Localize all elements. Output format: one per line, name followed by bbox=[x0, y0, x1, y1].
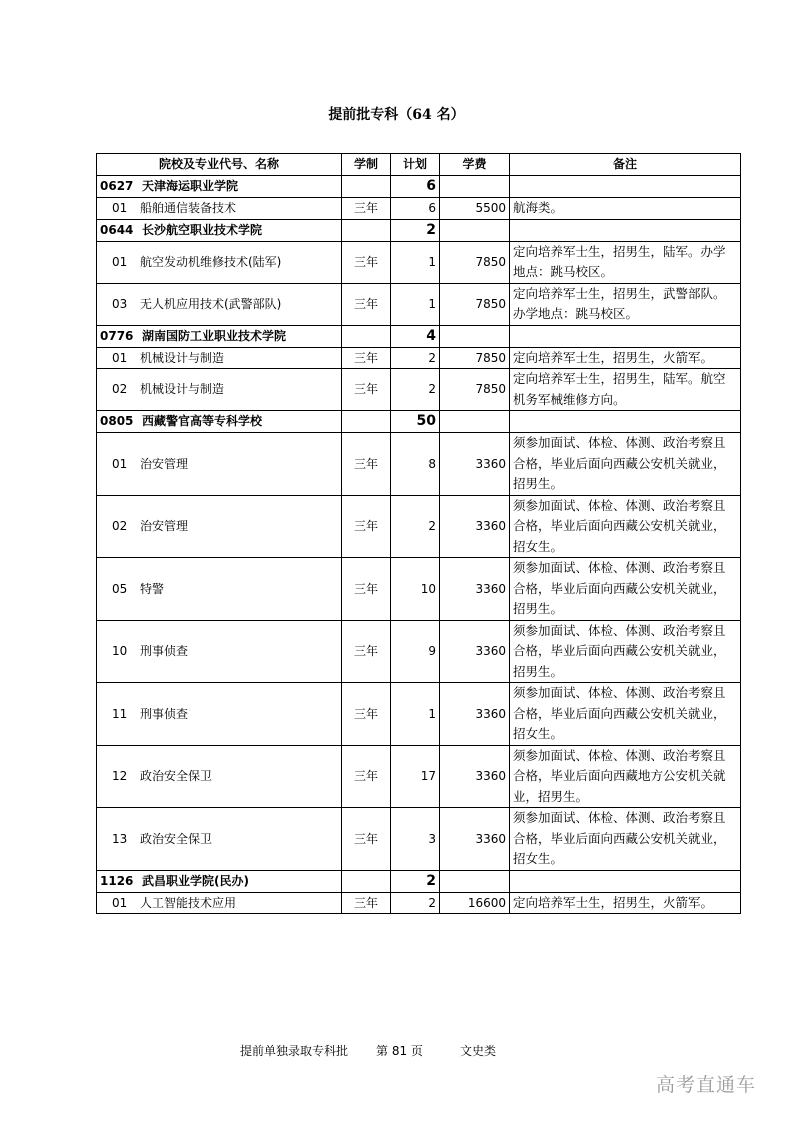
major-fee: 3360 bbox=[440, 433, 510, 496]
major-code: 02 bbox=[112, 519, 128, 533]
major-name: 人工智能技术应用 bbox=[140, 895, 237, 910]
major-plan: 10 bbox=[391, 558, 440, 621]
major-xuezhi: 三年 bbox=[342, 745, 391, 808]
major-xuezhi: 三年 bbox=[342, 892, 391, 914]
school-name-cell bbox=[97, 219, 342, 241]
major-fee: 7850 bbox=[440, 241, 510, 283]
major-name-cell bbox=[97, 241, 342, 283]
major-row bbox=[97, 745, 741, 808]
school-xuezhi bbox=[342, 870, 391, 892]
major-row bbox=[97, 495, 741, 558]
major-name-cell bbox=[97, 495, 342, 558]
school-xuezhi bbox=[342, 325, 391, 347]
major-xuezhi: 三年 bbox=[342, 683, 391, 746]
major-code: 05 bbox=[112, 581, 128, 596]
major-fee: 3360 bbox=[440, 808, 510, 871]
major-note: 须参加面试、体检、体测、政治考察且合格，毕业后面向西藏公安机关就业，招男生。 bbox=[510, 620, 741, 683]
major-name: 无人机应用技术(武警部队) bbox=[140, 296, 282, 311]
school-name-cell bbox=[97, 176, 342, 198]
major-name-cell bbox=[97, 558, 342, 621]
major-plan: 1 bbox=[391, 683, 440, 746]
major-note: 须参加面试、体检、体测、政治考察且合格，毕业后面向西藏地方公安机关就业，招男生。 bbox=[510, 745, 741, 808]
major-fee: 3360 bbox=[440, 745, 510, 808]
major-code: 12 bbox=[112, 769, 128, 783]
major-xuezhi: 三年 bbox=[342, 347, 391, 369]
header-xuezhi: 学制 bbox=[342, 154, 391, 176]
major-xuezhi: 三年 bbox=[342, 241, 391, 283]
school-xuezhi bbox=[342, 219, 391, 241]
school-fee bbox=[440, 176, 510, 198]
major-code: 11 bbox=[112, 706, 128, 721]
major-row bbox=[97, 283, 741, 325]
major-note: 定向培养军士生，招男生，火箭军。 bbox=[510, 347, 741, 369]
major-fee: 7850 bbox=[440, 347, 510, 369]
footer-batch: 提前单独录取专科批 bbox=[240, 1044, 349, 1058]
school-row bbox=[97, 411, 741, 433]
major-note: 航海类。 bbox=[510, 198, 741, 220]
major-xuezhi: 三年 bbox=[342, 433, 391, 496]
major-name: 刑事侦查 bbox=[140, 644, 189, 658]
major-code: 03 bbox=[112, 296, 128, 311]
major-note: 须参加面试、体检、体测、政治考察且合格，毕业后面向西藏公安机关就业，招男生。 bbox=[510, 558, 741, 621]
major-name-cell bbox=[97, 892, 342, 914]
major-code: 01 bbox=[112, 350, 128, 365]
major-row bbox=[97, 808, 741, 871]
major-row bbox=[97, 620, 741, 683]
table-body bbox=[97, 176, 741, 914]
major-fee: 7850 bbox=[440, 369, 510, 411]
footer-category: 文史类 bbox=[460, 1044, 497, 1058]
major-row bbox=[97, 369, 741, 411]
major-name: 治安管理 bbox=[140, 519, 189, 533]
major-row bbox=[97, 892, 741, 914]
major-plan: 17 bbox=[391, 745, 440, 808]
major-row bbox=[97, 683, 741, 746]
school-code: 0644 bbox=[100, 222, 134, 237]
major-code: 10 bbox=[112, 644, 128, 658]
major-name: 航空发动机维修技术(陆军) bbox=[140, 254, 282, 269]
major-code: 01 bbox=[112, 201, 128, 215]
major-fee: 3360 bbox=[440, 558, 510, 621]
school-plan: 2 bbox=[391, 870, 440, 892]
school-plan: 6 bbox=[391, 176, 440, 198]
major-fee: 3360 bbox=[440, 495, 510, 558]
major-fee: 16600 bbox=[440, 892, 510, 914]
major-name: 机械设计与制造 bbox=[140, 350, 225, 365]
major-xuezhi: 三年 bbox=[342, 198, 391, 220]
major-note: 定向培养军士生，招男生，火箭军。 bbox=[510, 892, 741, 914]
admission-table bbox=[96, 153, 741, 914]
school-note bbox=[510, 219, 741, 241]
major-note: 定向培养军士生，招男生，陆军。航空机务军械维修方向。 bbox=[510, 369, 741, 411]
major-fee: 5500 bbox=[440, 198, 510, 220]
school-code: 1126 bbox=[100, 873, 134, 888]
major-plan: 2 bbox=[391, 347, 440, 369]
school-name: 湖南国防工业职业技术学院 bbox=[142, 328, 287, 343]
page-footer bbox=[240, 1042, 496, 1059]
major-plan: 8 bbox=[391, 433, 440, 496]
major-name: 机械设计与制造 bbox=[140, 382, 225, 397]
page-title: 提前批专科（64 名） bbox=[328, 107, 465, 123]
major-name: 治安管理 bbox=[140, 456, 189, 471]
major-xuezhi: 三年 bbox=[342, 620, 391, 683]
major-name-cell bbox=[97, 745, 342, 808]
school-note bbox=[510, 870, 741, 892]
school-fee bbox=[440, 411, 510, 433]
school-plan: 4 bbox=[391, 325, 440, 347]
major-fee: 3360 bbox=[440, 683, 510, 746]
major-row bbox=[97, 558, 741, 621]
school-fee bbox=[440, 870, 510, 892]
major-name-cell bbox=[97, 808, 342, 871]
major-row bbox=[97, 347, 741, 369]
school-name-cell bbox=[97, 870, 342, 892]
major-xuezhi: 三年 bbox=[342, 808, 391, 871]
major-plan: 1 bbox=[391, 283, 440, 325]
major-xuezhi: 三年 bbox=[342, 369, 391, 411]
major-name-cell bbox=[97, 198, 342, 220]
major-name: 船舶通信装备技术 bbox=[140, 201, 237, 215]
school-fee bbox=[440, 325, 510, 347]
major-name: 特警 bbox=[140, 581, 165, 596]
major-name-cell bbox=[97, 433, 342, 496]
major-plan: 9 bbox=[391, 620, 440, 683]
school-fee bbox=[440, 219, 510, 241]
school-name-cell bbox=[97, 325, 342, 347]
major-code: 02 bbox=[112, 382, 128, 397]
school-plan: 50 bbox=[391, 411, 440, 433]
school-code: 0805 bbox=[100, 414, 134, 429]
school-row bbox=[97, 219, 741, 241]
major-plan: 6 bbox=[391, 198, 440, 220]
major-row bbox=[97, 198, 741, 220]
major-fee: 7850 bbox=[440, 283, 510, 325]
school-name-cell bbox=[97, 411, 342, 433]
major-name: 政治安全保卫 bbox=[140, 831, 213, 846]
major-code: 01 bbox=[112, 456, 128, 471]
major-plan: 2 bbox=[391, 495, 440, 558]
major-row bbox=[97, 433, 741, 496]
major-row bbox=[97, 241, 741, 283]
header-fee: 学费 bbox=[440, 154, 510, 176]
major-code: 01 bbox=[112, 895, 128, 910]
school-xuezhi bbox=[342, 176, 391, 198]
table-header-row bbox=[97, 154, 741, 176]
school-note bbox=[510, 176, 741, 198]
header-note: 备注 bbox=[510, 154, 741, 176]
school-name: 西藏警官高等专科学校 bbox=[142, 414, 263, 429]
school-code: 0776 bbox=[100, 328, 134, 343]
major-plan: 1 bbox=[391, 241, 440, 283]
major-note: 须参加面试、体检、体测、政治考察且合格，毕业后面向西藏公安机关就业，招女生。 bbox=[510, 495, 741, 558]
major-xuezhi: 三年 bbox=[342, 283, 391, 325]
major-name: 政治安全保卫 bbox=[140, 769, 213, 783]
school-row bbox=[97, 870, 741, 892]
major-note: 须参加面试、体检、体测、政治考察且合格，毕业后面向西藏公安机关就业，招女生。 bbox=[510, 683, 741, 746]
major-plan: 2 bbox=[391, 892, 440, 914]
school-plan: 2 bbox=[391, 219, 440, 241]
school-name: 武昌职业学院(民办) bbox=[142, 873, 249, 888]
school-name: 天津海运职业学院 bbox=[142, 179, 239, 194]
major-name-cell bbox=[97, 283, 342, 325]
school-row bbox=[97, 176, 741, 198]
header-plan: 计划 bbox=[391, 154, 440, 176]
major-note: 须参加面试、体检、体测、政治考察且合格，毕业后面向西藏公安机关就业，招女生。 bbox=[510, 808, 741, 871]
major-name: 刑事侦查 bbox=[140, 706, 189, 721]
school-note bbox=[510, 325, 741, 347]
watermark: 高考直通车 bbox=[656, 1074, 757, 1096]
major-xuezhi: 三年 bbox=[342, 495, 391, 558]
major-name-cell bbox=[97, 683, 342, 746]
school-name: 长沙航空职业技术学院 bbox=[142, 222, 263, 237]
major-xuezhi: 三年 bbox=[342, 558, 391, 621]
school-row bbox=[97, 325, 741, 347]
school-code: 0627 bbox=[100, 179, 134, 194]
major-code: 01 bbox=[112, 254, 128, 269]
major-plan: 2 bbox=[391, 369, 440, 411]
major-name-cell bbox=[97, 369, 342, 411]
major-plan: 3 bbox=[391, 808, 440, 871]
major-name-cell bbox=[97, 347, 342, 369]
major-name-cell bbox=[97, 620, 342, 683]
footer-page-number: 第 81 页 bbox=[376, 1044, 423, 1058]
major-fee: 3360 bbox=[440, 620, 510, 683]
major-note: 须参加面试、体检、体测、政治考察且合格，毕业后面向西藏公安机关就业，招男生。 bbox=[510, 433, 741, 496]
major-note: 定向培养军士生，招男生，武警部队。办学地点：跳马校区。 bbox=[510, 283, 741, 325]
major-code: 13 bbox=[112, 831, 128, 846]
header-name: 院校及专业代号、名称 bbox=[97, 154, 342, 176]
major-note: 定向培养军士生，招男生，陆军。办学地点：跳马校区。 bbox=[510, 241, 741, 283]
school-note bbox=[510, 411, 741, 433]
school-xuezhi bbox=[342, 411, 391, 433]
